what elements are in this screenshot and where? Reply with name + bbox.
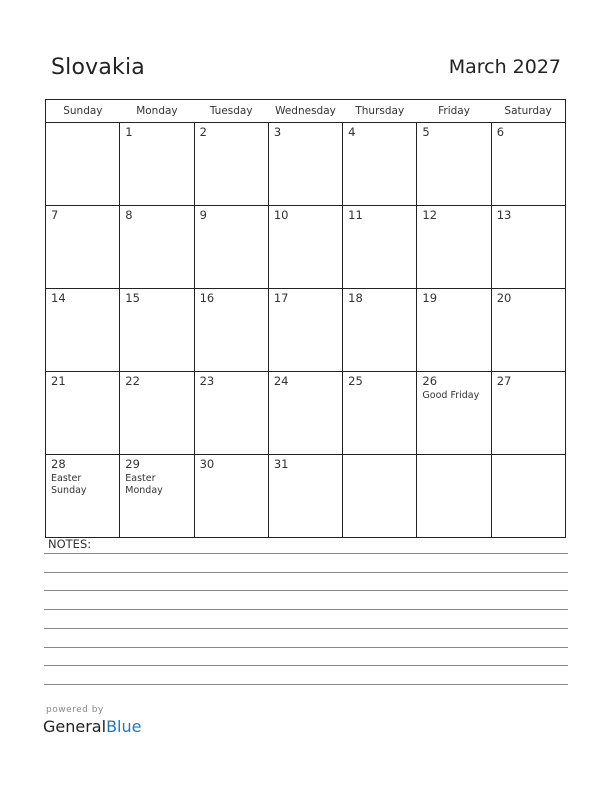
note-line[interactable] [44,647,568,648]
day-number: 3 [273,125,282,139]
day-cell[interactable] [194,372,268,455]
brand-general: General [43,717,107,736]
weekday-sunday: Sunday [46,100,120,123]
day-cell[interactable] [194,206,268,289]
day-cell[interactable] [268,123,342,206]
day-number: 23 [199,374,215,388]
day-cell[interactable] [491,372,565,455]
day-number: 28 [51,457,66,471]
weekday-friday: Friday [417,100,491,123]
day-number: 4 [348,125,356,139]
notes-label: NOTES: [48,537,92,551]
day-number: 1 [125,125,133,139]
day-cell[interactable] [417,206,491,289]
note-line[interactable] [44,572,568,573]
day-cell[interactable] [268,289,342,372]
day-number: 24 [273,374,289,388]
day-cell[interactable] [491,123,565,206]
day-number: 9 [199,208,207,222]
weekday-tuesday: Tuesday [194,100,268,123]
day-number: 18 [348,291,363,305]
day-number: 17 [273,291,289,305]
weekday-thursday: Thursday [343,100,417,123]
day-cell[interactable] [343,455,417,538]
day-number: 8 [125,208,133,222]
day-number: 26 [422,374,438,388]
day-number: 16 [199,291,215,305]
day-number: 7 [51,208,59,222]
brand-blue: Blue [106,717,142,736]
week-row [46,455,566,538]
day-cell[interactable] [343,123,417,206]
day-cell[interactable] [343,289,417,372]
day-number: 21 [51,374,66,388]
day-number: 19 [422,291,438,305]
day-cell[interactable] [491,289,565,372]
day-number: 20 [496,291,512,305]
week-row [46,289,566,372]
day-number: 12 [422,208,438,222]
day-number: 11 [348,208,363,222]
day-cell[interactable] [46,372,120,455]
day-number: 31 [273,457,289,471]
generalblue-logo [43,717,141,736]
day-cell[interactable] [491,455,565,538]
day-cell[interactable] [194,289,268,372]
day-cell[interactable] [194,123,268,206]
day-number: 13 [496,208,512,222]
day-cell[interactable] [46,206,120,289]
holiday-label: Easter Sunday [51,473,87,496]
day-cell[interactable] [343,372,417,455]
holiday-label: Easter Monday [125,473,163,496]
day-number: 29 [125,457,140,471]
day-number: 27 [496,374,512,388]
note-line[interactable] [44,628,568,629]
day-number: 6 [496,125,505,139]
day-cell[interactable] [417,289,491,372]
day-cell[interactable] [268,455,342,538]
day-cell[interactable] [343,206,417,289]
country-title: Slovakia [51,55,145,80]
week-row [46,206,566,289]
day-cell[interactable] [268,206,342,289]
day-number: 5 [422,125,430,139]
day-cell[interactable] [46,123,120,206]
weekday-monday: Monday [120,100,194,123]
day-number: 15 [125,291,140,305]
day-number: 22 [125,374,140,388]
calendar-grid [45,99,566,538]
weekday-header-row [46,100,566,123]
note-line[interactable] [44,553,568,554]
day-number: 25 [348,374,363,388]
powered-by-text: powered by [46,705,104,715]
day-cell[interactable] [417,455,491,538]
note-line[interactable] [44,665,568,666]
day-cell[interactable] [417,123,491,206]
note-line[interactable] [44,684,568,685]
day-cell[interactable] [417,372,491,455]
month-year-title: March 2027 [448,56,561,78]
week-row [46,123,566,206]
holiday-label: Good Friday [422,390,480,401]
day-number: 30 [199,457,215,471]
day-number: 10 [273,208,289,222]
week-row [46,372,566,455]
day-cell[interactable] [120,123,194,206]
day-cell[interactable] [120,206,194,289]
weekday-wednesday: Wednesday [268,100,342,123]
day-cell[interactable] [120,289,194,372]
note-line[interactable] [44,590,568,591]
note-line[interactable] [44,609,568,610]
day-cell[interactable] [120,455,194,538]
day-cell[interactable] [120,372,194,455]
day-cell[interactable] [491,206,565,289]
day-number: 14 [51,291,66,305]
day-cell[interactable] [46,455,120,538]
day-cell[interactable] [268,372,342,455]
day-cell[interactable] [194,455,268,538]
day-number: 2 [199,125,207,139]
weekday-saturday: Saturday [491,100,565,123]
day-cell[interactable] [46,289,120,372]
